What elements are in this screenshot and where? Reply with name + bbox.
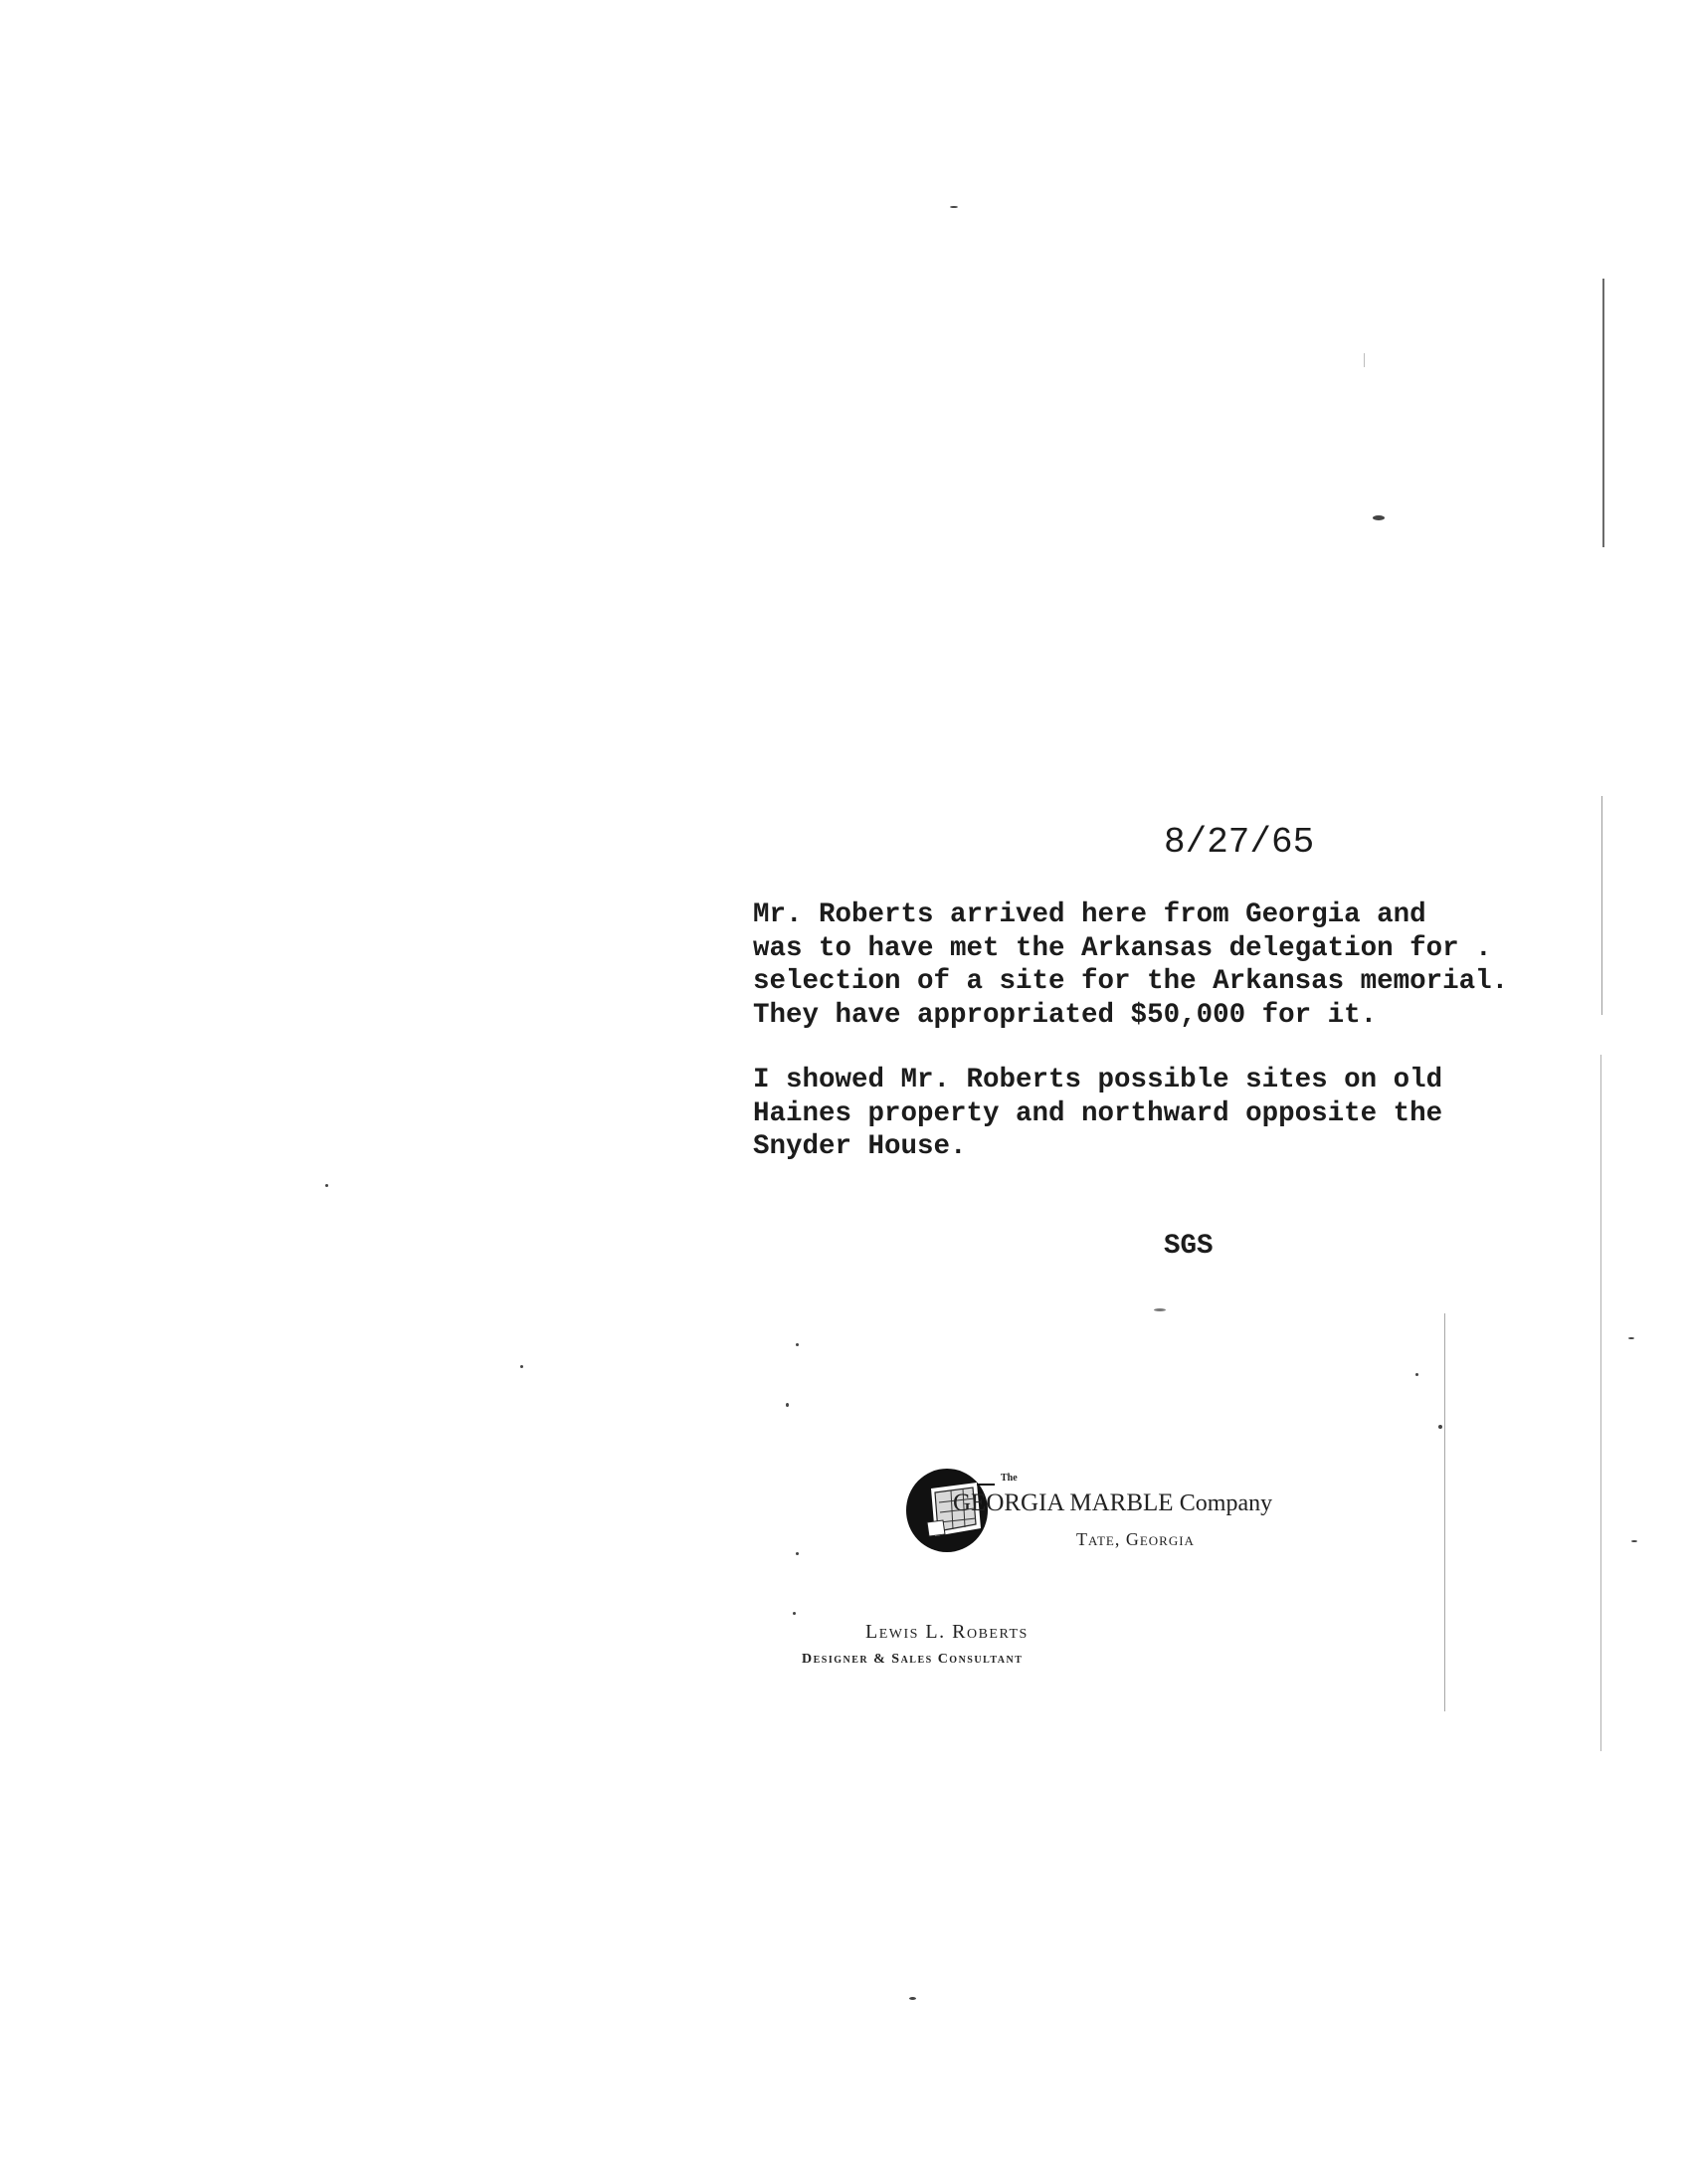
card-person-title: Designer & Sales Consultant (802, 1652, 1024, 1667)
memo-date: 8/27/65 (1164, 822, 1315, 863)
company-name (953, 1489, 1272, 1517)
scan-speck (1628, 1337, 1634, 1339)
scan-speck (520, 1365, 523, 1368)
company-brand: GEORGIA MARBLE (953, 1489, 1174, 1516)
scan-speck (1631, 1540, 1637, 1542)
scan-edge-line (1364, 353, 1365, 367)
company-suffix: Company (1179, 1490, 1273, 1516)
scan-speck (796, 1552, 799, 1555)
memo-initials: SGS (1164, 1231, 1214, 1262)
memo-line: Mr. Roberts arrived here from Georgia and (753, 899, 1426, 930)
scan-edge-line (1444, 1313, 1445, 1711)
memo-line: They have appropriated $50,000 for it. (753, 999, 1378, 1031)
scan-speck (950, 206, 958, 208)
scan-edge-line (1601, 796, 1602, 1015)
scan-speck (1154, 1308, 1166, 1311)
scan-speck (1373, 515, 1385, 520)
memo-line: Haines property and northward opposite the (753, 1097, 1443, 1129)
scan-speck (1438, 1425, 1442, 1429)
scan-speck (793, 1612, 796, 1615)
scan-speck (325, 1184, 328, 1187)
scan-speck (796, 1343, 799, 1346)
company-location: Tate, Georgia (1076, 1529, 1195, 1549)
scan-edge-line (1600, 1055, 1601, 1751)
scan-edge-line (1602, 279, 1604, 547)
scan-speck (909, 1997, 916, 2000)
memo-line: Snyder House. (753, 1131, 967, 1162)
memo-line: was to have met the Arkansas delegation for . (753, 932, 1492, 964)
scan-speck (786, 1403, 789, 1407)
memo-paragraph-1 (753, 898, 1508, 1032)
company-the-label: The (1001, 1473, 1018, 1484)
memo-paragraph-2 (753, 1064, 1442, 1164)
card-person-name: Lewis L. Roberts (865, 1621, 1029, 1643)
memo-line: I showed Mr. Roberts possible sites on old (753, 1065, 1443, 1095)
scan-speck (1415, 1373, 1418, 1376)
memo-line: selection of a site for the Arkansas memorial. (753, 966, 1509, 997)
